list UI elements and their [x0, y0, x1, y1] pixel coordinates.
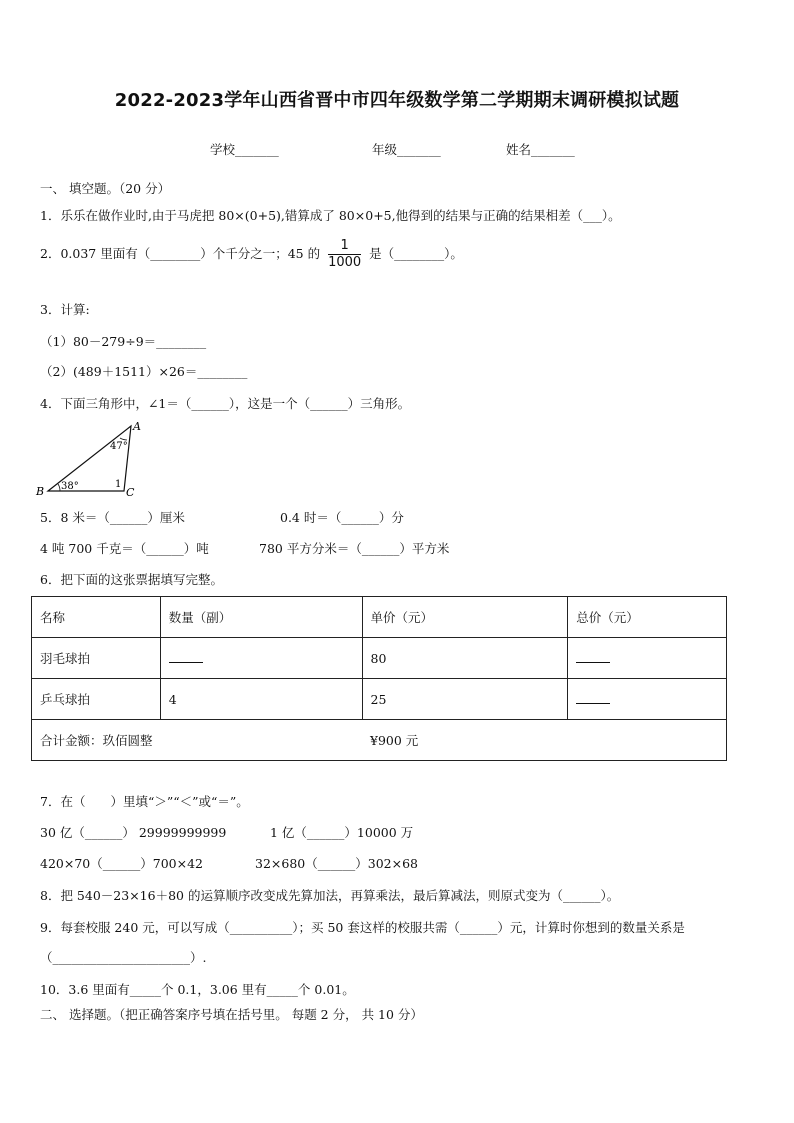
answer-blank-cell — [160, 638, 362, 679]
question-7-heading: 7．在（ ）里填“＞”“＜”或“＝”。 — [40, 794, 249, 809]
question-5-d: 780 平方分米＝（______）平方米 — [259, 541, 450, 556]
table-total-row — [32, 720, 727, 761]
table-cell: 4 — [160, 679, 362, 720]
question-7-d: 32×680（______）302×68 — [255, 856, 418, 871]
question-8: 8．把 540－23×16＋80 的运算顺序改变成先算加法，再算乘法，最后算减法，则原式变为（______）。 — [40, 888, 620, 903]
angle-a-arc — [120, 438, 127, 440]
table-cell: 80 — [362, 638, 568, 679]
section-2-heading: 二、 选择题。（把正确答案序号填在括号里。 每题 2 分， 共 10 分） — [40, 1007, 423, 1022]
answer-blank-cell — [568, 679, 727, 720]
question-5-b: 0.4 时＝（______）分 — [280, 510, 404, 525]
vertex-c-label: C — [126, 486, 135, 499]
angle-b-value: 38° — [61, 481, 79, 492]
vertex-a-label: A — [133, 420, 141, 433]
question-7-a: 30 亿（______） 29999999999 — [40, 825, 227, 840]
angle-1-label: 1 — [115, 479, 122, 490]
table-cell: 25 — [362, 679, 568, 720]
page-title: 2022-2023学年山西省晋中市四年级数学第二学期期末调研模拟试题 — [114, 90, 680, 111]
question-9-line-2: （______________________）. — [40, 950, 207, 965]
table-cell: 乒乓球拍 — [32, 679, 161, 720]
question-3-part-2: （2）(489＋1511）×26＝________ — [40, 364, 248, 379]
total-label: 合计金额：玖佰圆整 — [32, 720, 363, 761]
answer-blank-cell — [568, 638, 727, 679]
total-value: ¥900 元 — [362, 720, 727, 761]
angle-a-value: 47° — [110, 441, 128, 452]
question-7-c: 420×70（______）700×42 — [40, 856, 203, 871]
fraction — [328, 238, 361, 271]
table-row — [32, 679, 727, 720]
header-cell: 单价（元） — [362, 597, 568, 638]
header-cell: 总价（元） — [568, 597, 727, 638]
question-2-before: 2．0.037 里面有（________）个千分之一；45 的 — [40, 246, 321, 261]
receipt-table — [31, 596, 727, 761]
question-6-heading: 6．把下面的这张票据填写完整。 — [40, 572, 223, 587]
question-1: 1．乐乐在做作业时,由于马虎把 80×(0+5),错算成了 80×0+5,他得到的结果与正确的结果相差（___）。 — [40, 208, 621, 223]
vertex-b-label: B — [36, 485, 45, 498]
section-1-heading: 一、 填空题。（20 分） — [40, 181, 171, 196]
name-field: 姓名_______ — [506, 142, 575, 157]
angle-b-arc — [58, 484, 60, 491]
header-cell: 名称 — [32, 597, 161, 638]
fraction-numerator: 1 — [328, 238, 361, 255]
grade-field: 年级_______ — [372, 142, 441, 157]
table-header-row — [32, 597, 727, 638]
table-cell: 羽毛球拍 — [32, 638, 161, 679]
triangle-figure — [30, 416, 150, 502]
question-3-heading: 3．计算: — [40, 302, 90, 317]
question-3-part-1: （1）80－279÷9＝________ — [40, 334, 207, 349]
answer-blank — [576, 650, 610, 663]
fraction-denominator: 1000 — [328, 255, 362, 270]
question-7-b: 1 亿（______）10000 万 — [270, 825, 414, 840]
header-cell: 数量（副） — [160, 597, 362, 638]
school-field: 学校_______ — [210, 142, 279, 157]
question-10: 10．3.6 里面有_____个 0.1，3.06 里有_____个 0.01。 — [40, 982, 355, 997]
table-row — [32, 638, 727, 679]
question-2 — [40, 238, 463, 271]
answer-blank — [169, 650, 203, 663]
answer-blank — [576, 691, 610, 704]
question-9-line-1: 9．每套校服 240 元，可以写成（__________）；买 50 套这样的校服共需（______）元，计算时你想到的数量关系是 — [40, 920, 685, 935]
question-5-a: 5．8 米＝（______）厘米 — [40, 510, 185, 525]
question-4: 4．下面三角形中，∠1＝（______），这是一个（______）三角形。 — [40, 396, 411, 411]
question-2-after: 是（________）。 — [369, 246, 463, 261]
question-5-c: 4 吨 700 千克＝（______）吨 — [40, 541, 209, 556]
